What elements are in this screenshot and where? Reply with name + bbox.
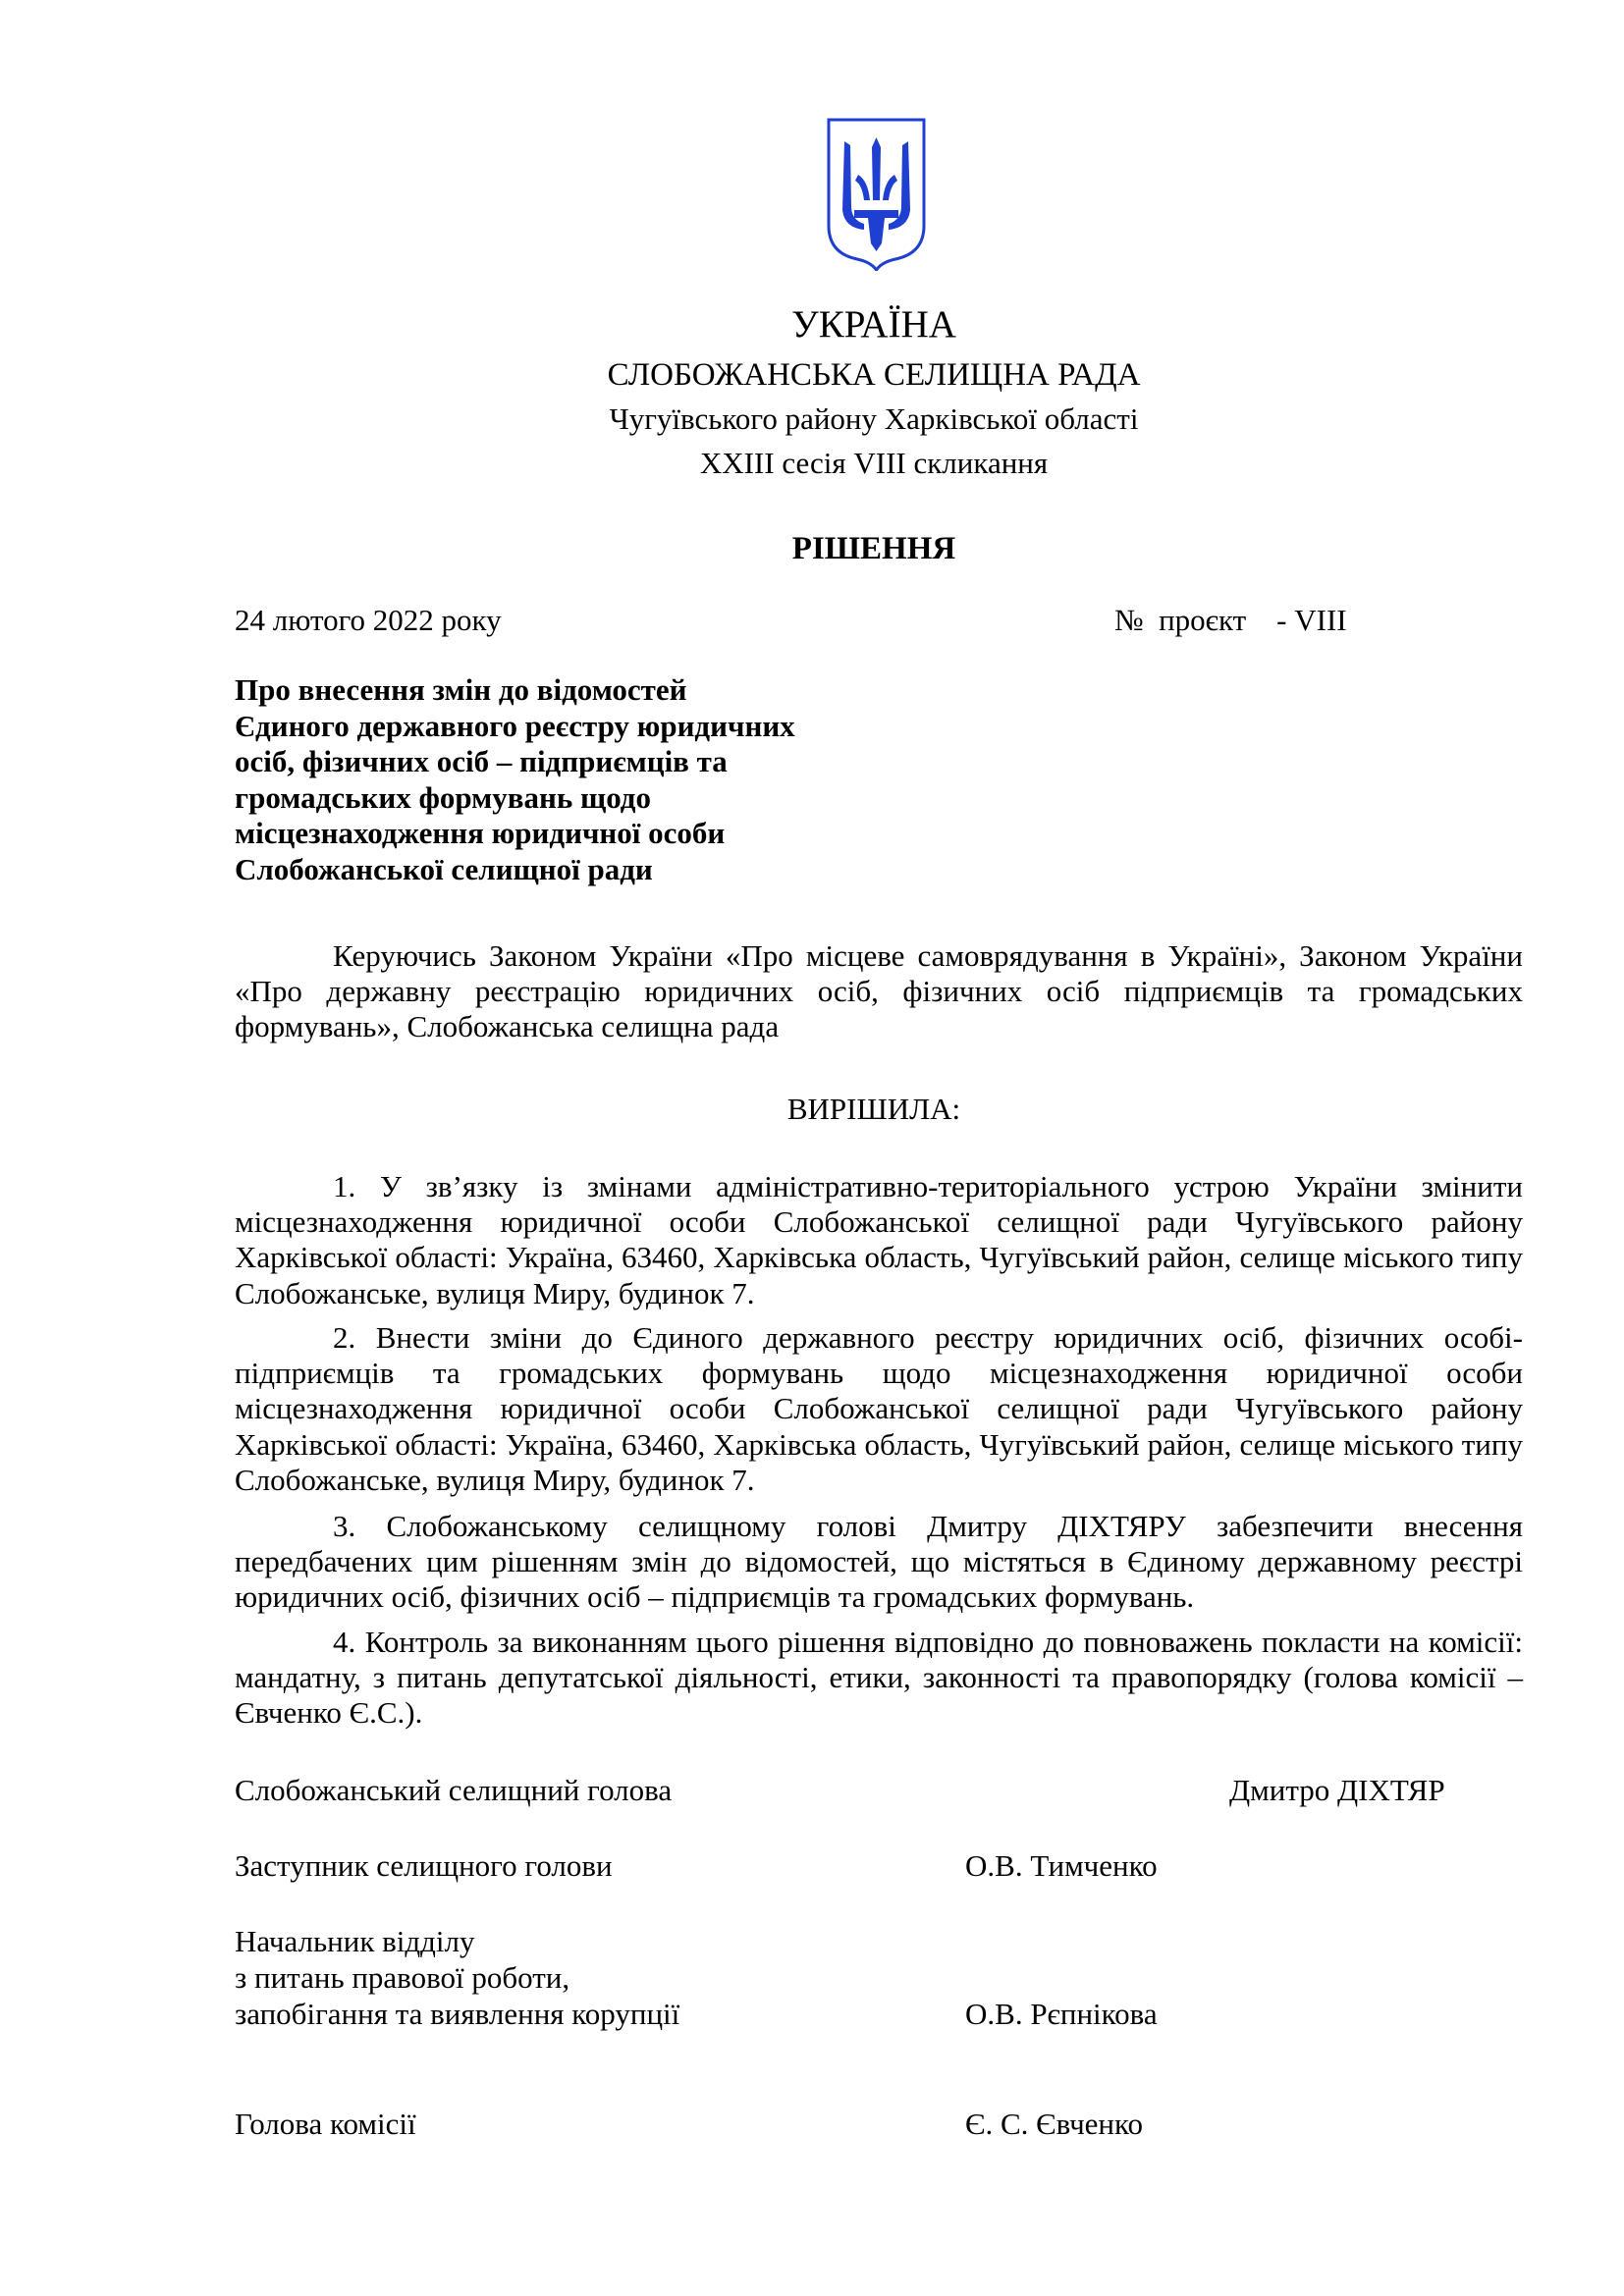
legal-signature-name: О.В. Рєпнікова [965, 1997, 1158, 2031]
subject-line: осіб, фізичних осіб – підприємців та [235, 744, 728, 778]
head-signature-name: Дмитро ДІХТЯР [1229, 1773, 1445, 1807]
session-info: XXIII сесія VIII скликання [699, 446, 1049, 480]
subject-line: Про внесення змін до відомостей [235, 672, 687, 707]
decided-heading: ВИРІШИЛА: [786, 1092, 961, 1126]
decision-item-2: 2. Внести зміни до Єдиного державного реєстру юридичних осіб, фізичних особі-підприємців та громадських формувань щодо місцезнаходження юридичної особи місцезнаходження юридичної особи Слобожанської селищної ради Чугуївського району Харківської області: Україна, 63460, Харківська область, Чугуївський район, селище міського типу Слобожанське, вулиця Миру, будинок 7. [235, 1320, 1523, 1497]
decision-item-1: 1. У зв’язку із змінами адміністративно-територіального устрою України змінити місцезнаходження юридичної особи Слобожанської селищної ради Чугуївського району Харківської області: Україна, 63460, Харківська область, Чугуївський район, селище міського типу Слобожанське, вулиця Миру, будинок 7. [235, 1169, 1523, 1310]
legal-signature-label-line-2: з питань правової роботи, [235, 1960, 570, 1995]
legal-signature-label-line-1: Начальник відділу [235, 1924, 475, 1958]
subject-line: Слобожанської селищної ради [235, 851, 653, 886]
district-name: Чугуївського району Харківської області [609, 401, 1139, 436]
legal-signature-label-line-3: запобігання та виявлення корупції [235, 1997, 680, 2031]
country-title: УКРАЇНА [791, 303, 956, 346]
deputy-signature-label: Заступник селищного голови [235, 1848, 613, 1883]
subject-line: громадських формувань щодо [235, 779, 651, 815]
intro-paragraph: Керуючись Законом України «Про місцеве самоврядування в Україні», Законом України «Про державну реєстрацію юридичних осіб, фізичних осіб підприємців та громадських формувань», Слобожанська селищна рада [235, 938, 1523, 1044]
subject-line: Єдиного державного реєстру юридичних [235, 708, 795, 743]
deputy-signature-name: О.В. Тимченко [965, 1848, 1158, 1883]
decision-subject [235, 672, 922, 887]
decision-date: 24 лютого 2022 року [235, 603, 502, 637]
decision-item-3: 3. Слобожанському селищному голові Дмитру ДІХТЯРУ забезпечити внесення передбачених цим рішенням змін до відомостей, що містяться в Єдиному державному реєстрі юридичних осіб, фізичних осіб – підприємців та громадських формувань. [235, 1509, 1523, 1615]
coat-of-arms-of-ukraine-icon [825, 116, 928, 271]
head-signature-label: Слобожанський селищний голова [235, 1773, 673, 1807]
decision-item-4: 4. Контроль за виконанням цього рішення відповідно до повноважень покласти на комісії: мандатну, з питань депутатської діяльності, етики, законності та правопорядку (голова комісії – Євченко Є.С.). [235, 1625, 1523, 1731]
subject-line: місцезнаходження юридичної особи [235, 816, 726, 850]
council-name: СЛОБОЖАНСЬКА СЕЛИЩНА РАДА [607, 357, 1141, 393]
commission-signature-label: Голова комісії [235, 2107, 416, 2141]
commission-signature-name: Є. С. Євченко [965, 2107, 1143, 2141]
document-type-heading: РІШЕННЯ [791, 531, 956, 566]
decision-number: № проєкт - VIII [1114, 603, 1347, 637]
